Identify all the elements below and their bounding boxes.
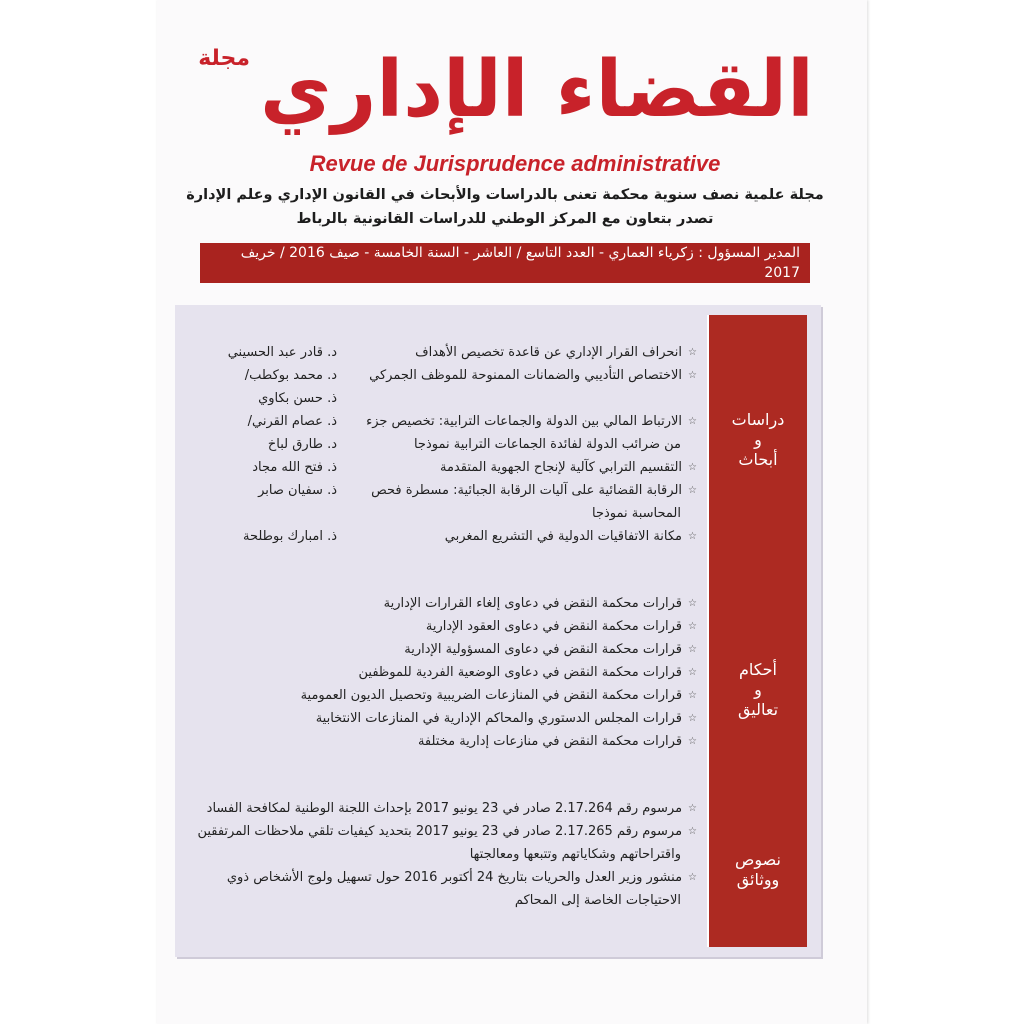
latin-title: Revue de Jurisprudence administrative [309, 151, 721, 176]
documents-section [187, 797, 697, 912]
section-label-line: أحكام [739, 660, 777, 679]
star-icon: ☆ [688, 347, 697, 358]
study-item [347, 341, 697, 364]
ruling-item [187, 592, 697, 615]
author: ذ. حسن بكاوي [258, 391, 337, 406]
journal-label: مجلة [198, 46, 250, 71]
study-row [187, 410, 697, 456]
ruling-item [187, 615, 697, 638]
issue-banner: المدير المسؤول : زكرياء العماري - العدد التاسع / العاشر - السنة الخامسة - صيف 2016 / خريف 2017 [240, 245, 800, 281]
contents-list [183, 315, 707, 947]
star-icon: ☆ [688, 462, 697, 473]
study-item [347, 479, 697, 502]
author: د. طارق لباخ [267, 437, 337, 452]
star-icon: ☆ [688, 485, 697, 496]
star-icon: ☆ [688, 713, 697, 724]
ruling-title: قرارات المجلس الدستوري والمحاكم الإدارية في المنازعات الانتخابية [315, 711, 683, 726]
study-title-continued: المحاسبة نموذجا [592, 506, 681, 521]
star-icon: ☆ [688, 370, 697, 381]
ruling-title: قرارات محكمة النقض في منازعات إدارية مختلفة [417, 734, 683, 749]
studies-section [187, 341, 697, 548]
study-item [347, 525, 697, 548]
author: ذ. عصام القرني/ [247, 414, 337, 429]
author: ذ. امبارك بوطلحة [243, 529, 337, 544]
author: د. محمد بوكطب/ [244, 368, 337, 383]
section-label-documents [709, 850, 807, 890]
star-icon: ☆ [688, 531, 697, 542]
study-title: الارتباط المالي بين الدولة والجماعات الترابية: تخصيص جزء [366, 414, 683, 429]
star-icon: ☆ [688, 736, 697, 747]
section-label-line: أبحاث [738, 450, 778, 469]
document-title: منشور وزير العدل والحريات بتاريخ 24 أكتوبر 2016 حول تسهيل ولوج الأشخاص ذوي [226, 870, 683, 885]
study-title: الاختصاص التأديبي والضمانات الممنوحة للموظف الجمركي [369, 368, 683, 383]
document-item [187, 797, 697, 820]
document-title: مرسوم رقم 2.17.265 صادر في 23 يونيو 2017 بتحديد كيفيات تلقي ملاحظات المرتفقين [197, 824, 683, 839]
star-icon: ☆ [688, 872, 697, 883]
section-label-line: و [754, 430, 762, 449]
star-icon: ☆ [688, 803, 697, 814]
study-title: مكانة الاتفاقيات الدولية في التشريع المغربي [444, 529, 683, 544]
document-item [187, 820, 697, 843]
star-icon: ☆ [688, 621, 697, 632]
section-label-line: نصوص [735, 850, 781, 869]
ruling-title: قرارات محكمة النقض في المنازعات الضريبية وتحصيل الديون العمومية [300, 688, 683, 703]
section-label-line: ووثائق [736, 870, 780, 889]
ruling-title: قرارات محكمة النقض في دعاوى المسؤولية الإدارية [404, 642, 683, 657]
ruling-title: قرارات محكمة النقض في دعاوى العقود الإدارية [425, 619, 683, 634]
contents-panel [175, 305, 821, 957]
author: ذ. سفيان صابر [258, 483, 337, 498]
document-title-continued: الاحتياجات الخاصة إلى المحاكم [514, 893, 681, 908]
document-title-continued: واقتراحاتهم وشكاياتهم وتتبعها ومعالجتها [469, 847, 681, 862]
ruling-item [187, 707, 697, 730]
study-item [347, 456, 697, 479]
study-row [187, 341, 697, 364]
section-label-line: دراسات [731, 410, 785, 429]
ruling-item [187, 684, 697, 707]
study-title: الرقابة القضائية على آليات الرقابة الجبائية: مسطرة فحص [371, 483, 683, 498]
study-row [187, 479, 697, 525]
star-icon: ☆ [688, 644, 697, 655]
ruling-item [187, 730, 697, 753]
study-row [187, 364, 697, 410]
document-title: مرسوم رقم 2.17.264 صادر في 23 يونيو 2017 بإحداث اللجنة الوطنية لمكافحة الفساد [206, 801, 683, 816]
ruling-title: قرارات محكمة النقض في دعاوى إلغاء القرارات الإدارية [383, 596, 683, 611]
subtitle-2: تصدر بتعاون مع المركز الوطني للدراسات القانونية بالرباط [296, 211, 714, 227]
issue-banner-box [200, 243, 810, 283]
document-item [187, 866, 697, 889]
masthead [190, 36, 822, 148]
study-title-continued: من ضرائب الدولة لفائدة الجماعات الترابية نموذجا [413, 437, 681, 452]
study-title: التقسيم الترابي كآلية لإنجاح الجهوية المتقدمة [440, 460, 683, 475]
ruling-item [187, 638, 697, 661]
star-icon: ☆ [688, 826, 697, 837]
section-label-line: تعاليق [737, 700, 779, 719]
study-item [347, 410, 697, 433]
section-label-rulings [709, 660, 807, 720]
section-label-line: و [754, 680, 762, 699]
ruling-item [187, 661, 697, 684]
study-row [187, 525, 697, 548]
study-row [187, 456, 697, 479]
rulings-section [187, 592, 697, 753]
journal-title: القضاء الإداري [260, 45, 814, 135]
ruling-title: قرارات محكمة النقض في دعاوى الوضعية الفردية للموظفين [358, 665, 683, 680]
author: د. قادر عبد الحسيني [227, 345, 337, 360]
star-icon: ☆ [688, 598, 697, 609]
study-title: انحراف القرار الإداري عن قاعدة تخصيص الأهداف [415, 345, 683, 360]
section-label-studies [709, 410, 807, 470]
star-icon: ☆ [688, 690, 697, 701]
study-item [347, 364, 697, 387]
star-icon: ☆ [688, 416, 697, 427]
author: ذ. فتح الله مجاد [252, 460, 337, 475]
section-stripe [707, 315, 807, 947]
star-icon: ☆ [688, 667, 697, 678]
subtitle-1: مجلة علمية نصف سنوية محكمة تعنى بالدراسات والأبحاث في القانون الإداري وعلم الإدارة [186, 187, 824, 203]
